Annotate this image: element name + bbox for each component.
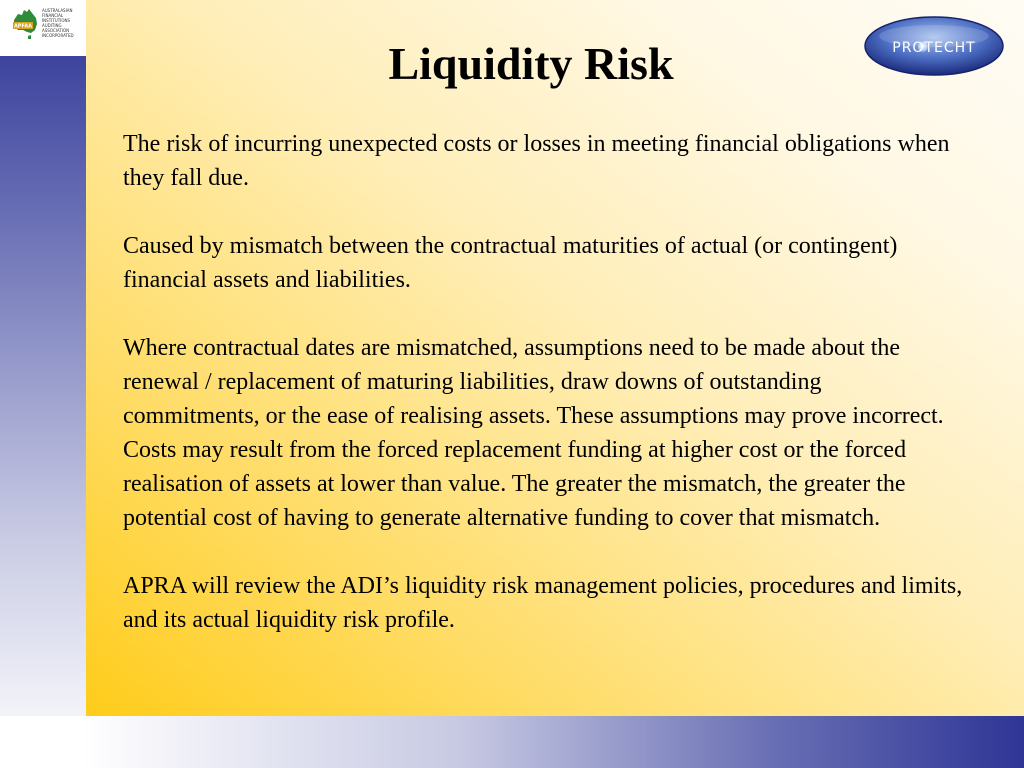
slide-title: Liquidity Risk — [388, 38, 674, 89]
association-name-line: AUSTRALASIAN FINANCIAL — [42, 8, 73, 18]
paragraph-assumptions: Where contractual dates are mismatched, assumptions need to be made about the renewal / replacement of maturing liabilities, draw downs of outstanding commitments, or the ease of realising assets. These assumptions may prove incorrect. Costs may result from the forced replacement funding at higher cost or the forced realisation of assets at lower than value. The greater the mismatch, the greater the potential cost of having to generate alternative funding to cover that mismatch. — [123, 335, 944, 531]
logo-badge-text: APFAA — [13, 23, 33, 30]
association-logo — [0, 0, 86, 56]
association-name — [42, 8, 84, 38]
bottom-decorative-bar — [0, 716, 1024, 768]
left-decorative-bar — [0, 0, 86, 768]
australia-map-icon — [10, 6, 40, 46]
paragraph-cause: Caused by mismatch between the contractual maturities of actual (or contingent) financial assets and liabilities. — [123, 233, 898, 293]
paragraph-apra-review: APRA will review the ADI’s liquidity risk management policies, procedures and limits, and its actual liquidity risk profile. — [123, 573, 963, 633]
association-name-line: INSTITUTIONS AUDITING — [42, 18, 71, 28]
association-name-line: ASSOCIATION INCORPORATED — [42, 28, 74, 38]
slide-body — [123, 127, 963, 671]
protecht-logo-text: PROTECHT — [892, 40, 976, 56]
paragraph-definition: The risk of incurring unexpected costs or losses in meeting financial obligations when they fall due. — [123, 131, 950, 191]
